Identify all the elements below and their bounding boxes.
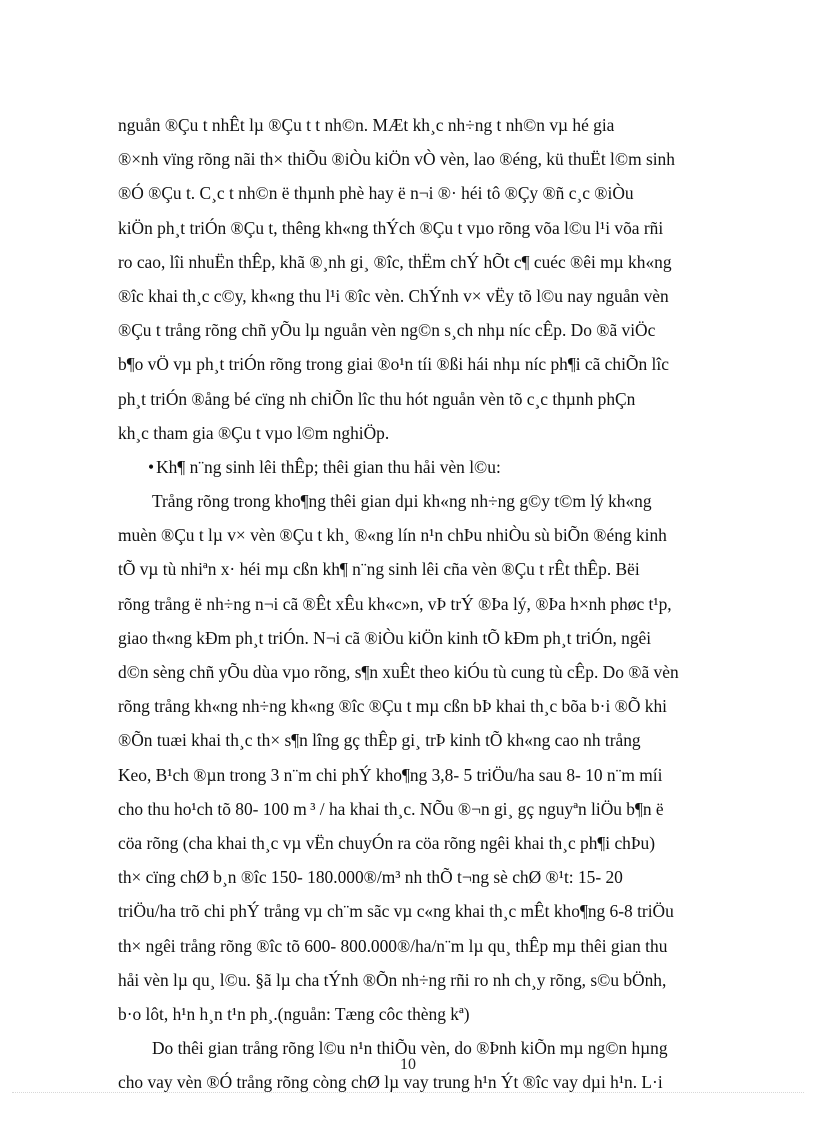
text-line: håi vèn lµ qu¸ l©u. §ã lµ cha tÝnh ®Õn nh÷ng rñi ro nh ch¸y rõng, s©u bÖnh,	[118, 969, 667, 990]
text-line: th× cïng chØ b¸n ®îc 150- 180.000®/m³ nh thÕ t¬ng sè chØ ®¹t: 15- 20	[118, 867, 623, 888]
bullet-marker: •	[148, 456, 155, 477]
text-line: b¶o vÖ vµ ph¸t triÓn rõng trong giai ®o¹n tíi ®ßi hái nhµ níc ph¶i cã chiÕn lîc	[118, 354, 669, 375]
text-line: ro cao, lîi nhuËn thÊp, khã ®¸nh gi¸ ®îc, thËm chÝ hÕt c¶ cuéc ®êi mµ kh«ng	[118, 251, 672, 272]
bullet-text: Kh¶ n¨ng sinh lêi thÊp; thêi gian thu håi vèn l©u:	[156, 456, 501, 477]
text-line: triÖu/ha trõ chi phÝ trång vµ ch¨m sãc vµ c«ng khai th¸c mÊt kho¶ng 6-8 triÖu	[118, 901, 674, 922]
text-line: kiÖn ph¸t triÓn ®Çu t, thêng kh«ng thÝch ®Çu t vµo rõng võa l©u l¹i võa rñi	[118, 217, 664, 238]
page-number: 10	[400, 1056, 416, 1073]
text-line: nguån ®Çu t nhÊt lµ ®Çu t t nh©n. MÆt kh¸c nh÷ng t nh©n vµ hé gia	[118, 115, 615, 135]
text-line: ph¸t triÓn ®ång bé cïng nh chiÕn lîc thu hót nguån vèn tõ c¸c thµnh phÇn	[118, 388, 636, 409]
body-text	[118, 108, 740, 1099]
text-line: Do thêi gian trång rõng l©u n¹n thiÕu vèn, do ®Þnh kiÕn mµ ng©n hµng	[152, 1038, 668, 1059]
text-line: ®Õn tuæi khai th¸c th× s¶n lîng gç thÊp gi¸ trÞ kinh tÕ kh«ng cao nh trång	[118, 730, 641, 751]
footer-divider	[12, 1092, 804, 1093]
text-line: cho vay vèn ®Ó trång rõng còng chØ lµ vay trung h¹n Ýt ®îc vay dµi h¹n. L·i	[118, 1072, 663, 1093]
text-line: cho thu ho¹ch tõ 80- 100 m ³ / ha khai th¸c. NÕu ®¬n gi¸ gç nguyªn liÖu b¶n ë	[118, 798, 664, 819]
text-line: b·o lôt, h¹n h¸n t¹n ph¸.(nguån: Tæng côc thèng kª)	[118, 1003, 470, 1024]
text-line: cöa rõng (cha khai th¸c vµ vËn chuyÓn ra cöa rõng ngêi khai th¸c ph¶i chÞu)	[118, 832, 656, 853]
text-line: ®îc khai th¸c c©y, kh«ng thu l¹i ®îc vèn. ChÝnh v× vËy tõ l©u nay nguån vèn	[118, 285, 669, 306]
text-line: giao th«ng kÐm ph¸t triÓn. N¬i cã ®iÒu kiÖn kinh tÕ kÐm ph¸t triÓn, ngêi	[118, 627, 652, 648]
text-line: th× ngêi trång rõng ®îc tõ 600- 800.000®/ha/n¨m lµ qu¸ thÊp mµ thêi gian thu	[118, 935, 668, 956]
text-line: tÕ vµ tù nhiªn x· héi mµ cßn kh¶ n¨ng sinh lêi cña vèn ®Çu t rÊt thÊp. Bëi	[118, 559, 640, 580]
text-line: ®Çu t trång rõng chñ yÕu lµ nguån vèn ng©n s¸ch nhµ níc cÊp. Do ®ã viÖc	[118, 320, 656, 341]
text-line: d©n sèng chñ yÕu dùa vµo rõng, s¶n xuÊt theo kiÓu tù cung tù cÊp. Do ®ã vèn	[118, 662, 679, 682]
text-line: kh¸c tham gia ®Çu t vµo l©m nghiÖp.	[118, 422, 390, 443]
text-line: rõng trång ë nh÷ng n¬i cã ®Êt xÊu kh«c»n, vÞ trÝ ®Þa lý, ®Þa h×nh phøc t¹p,	[118, 593, 672, 614]
text-line: rõng trång kh«ng nh÷ng kh«ng ®îc ®Çu t mµ cßn bÞ khai th¸c bõa b·i ®Õ khi	[118, 696, 667, 717]
text-line: ®Ó ®Çu t. C¸c t nh©n ë thµnh phè hay ë n¬i ®· héi tô ®Çy ®ñ c¸c ®iÒu	[118, 183, 634, 204]
text-line: Keo, B¹ch ®µn trong 3 n¨m chi phÝ kho¶ng 3,8- 5 triÖu/ha sau 8- 10 n¨m míi	[118, 764, 663, 785]
text-line: ®×nh vïng rõng nãi th× thiÕu ®iÒu kiÖn vÒ vèn, lao ®éng, kü thuËt l©m sinh	[118, 149, 675, 170]
text-line: muèn ®Çu t lµ v× vèn ®Çu t kh¸ ®«ng lín n¹n chÞu nhiÒu sù biÕn ®éng kinh	[118, 525, 667, 546]
text-line: Trång rõng trong kho¶ng thêi gian dµi kh«ng nh÷ng g©y t©m lý kh«ng	[152, 491, 652, 512]
bullet-item	[118, 450, 740, 484]
